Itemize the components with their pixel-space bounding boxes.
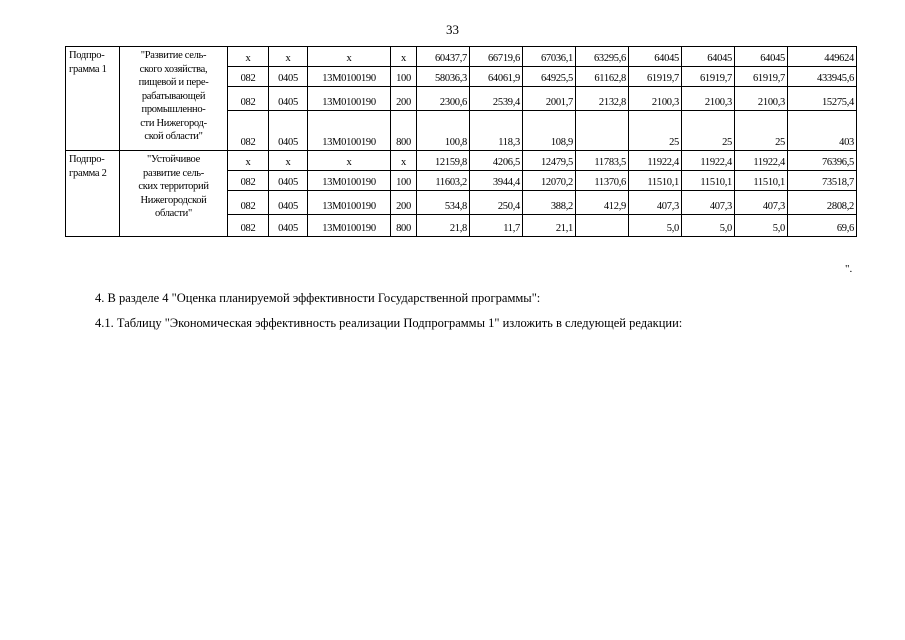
code-cell: x	[391, 151, 417, 171]
code-cell: 082	[228, 111, 269, 151]
value-cell: 2100,3	[629, 87, 682, 111]
code-cell: 800	[391, 111, 417, 151]
value-cell: 2132,8	[576, 87, 629, 111]
value-cell: 433945,6	[788, 67, 857, 87]
value-cell: 12159,8	[417, 151, 470, 171]
value-cell: 407,3	[735, 191, 788, 215]
value-cell: 3944,4	[470, 171, 523, 191]
value-cell: 60437,7	[417, 47, 470, 67]
code-cell: 13М0100190	[308, 171, 391, 191]
value-cell: 21,8	[417, 215, 470, 237]
paragraph-section-4: 4. В разделе 4 "Оценка планируемой эффективности Государственной программы":	[95, 291, 541, 305]
value-cell: 2001,7	[523, 87, 576, 111]
code-cell: x	[391, 47, 417, 67]
value-cell: 5,0	[682, 215, 735, 237]
subprogram-label: Подпро- грамма 2	[66, 151, 120, 237]
value-cell: 76396,5	[788, 151, 857, 171]
value-cell: 58036,3	[417, 67, 470, 87]
value-cell: 11922,4	[682, 151, 735, 171]
value-cell: 64045	[629, 47, 682, 67]
value-cell: 21,1	[523, 215, 576, 237]
code-cell: x	[269, 151, 308, 171]
value-cell: 12479,5	[523, 151, 576, 171]
value-cell: 64045	[735, 47, 788, 67]
code-cell: 200	[391, 191, 417, 215]
value-cell: 67036,1	[523, 47, 576, 67]
code-cell: x	[308, 47, 391, 67]
value-cell: 2100,3	[682, 87, 735, 111]
table-row	[66, 151, 857, 171]
value-cell: 449624	[788, 47, 857, 67]
code-cell: 0405	[269, 191, 308, 215]
value-cell: 25	[682, 111, 735, 151]
subprogram-name: "Устойчивое развитие сель- ских территорий Нижегородской области"	[120, 151, 228, 237]
value-cell: 63295,6	[576, 47, 629, 67]
table-body	[66, 47, 857, 237]
value-cell: 2808,2	[788, 191, 857, 215]
value-cell: 11,7	[470, 215, 523, 237]
code-cell: 0405	[269, 215, 308, 237]
code-cell: 082	[228, 87, 269, 111]
value-cell: 108,9	[523, 111, 576, 151]
value-cell: 64061,9	[470, 67, 523, 87]
value-cell: 11922,4	[629, 151, 682, 171]
code-cell: 0405	[269, 67, 308, 87]
value-cell: 2100,3	[735, 87, 788, 111]
code-cell: 082	[228, 191, 269, 215]
value-cell: 15275,4	[788, 87, 857, 111]
code-cell: 0405	[269, 87, 308, 111]
value-cell: 534,8	[417, 191, 470, 215]
code-cell: x	[228, 47, 269, 67]
value-cell: 25	[629, 111, 682, 151]
value-cell: 11370,6	[576, 171, 629, 191]
code-cell: 082	[228, 67, 269, 87]
value-cell: 118,3	[470, 111, 523, 151]
closing-quote: ".	[845, 263, 853, 275]
code-cell: 0405	[269, 171, 308, 191]
value-cell: 11603,2	[417, 171, 470, 191]
code-cell: 100	[391, 67, 417, 87]
code-cell: x	[228, 151, 269, 171]
code-cell: 100	[391, 171, 417, 191]
table-row	[66, 47, 857, 67]
value-cell: 61919,7	[682, 67, 735, 87]
code-cell: 082	[228, 171, 269, 191]
code-cell: 200	[391, 87, 417, 111]
code-cell: 13М0100190	[308, 215, 391, 237]
value-cell: 11922,4	[735, 151, 788, 171]
code-cell: 13М0100190	[308, 67, 391, 87]
value-cell: 69,6	[788, 215, 857, 237]
value-cell: 5,0	[629, 215, 682, 237]
value-cell: 11510,1	[735, 171, 788, 191]
page-number: 33	[446, 22, 459, 37]
value-cell: 64045	[682, 47, 735, 67]
code-cell: 082	[228, 215, 269, 237]
value-cell	[576, 215, 629, 237]
subprogram-name: "Развитие сель- ского хозяйства, пищевой и пере- рабатывающей промышленно- сти Нижегород- ской области"	[120, 47, 228, 151]
value-cell: 2300,6	[417, 87, 470, 111]
value-cell: 61919,7	[735, 67, 788, 87]
value-cell: 66719,6	[470, 47, 523, 67]
code-cell: 13М0100190	[308, 87, 391, 111]
value-cell: 73518,7	[788, 171, 857, 191]
value-cell	[576, 111, 629, 151]
value-cell: 2539,4	[470, 87, 523, 111]
code-cell: 13М0100190	[308, 191, 391, 215]
value-cell: 11510,1	[629, 171, 682, 191]
code-cell: 0405	[269, 111, 308, 151]
value-cell: 407,3	[682, 191, 735, 215]
value-cell: 250,4	[470, 191, 523, 215]
value-cell: 25	[735, 111, 788, 151]
value-cell: 64925,5	[523, 67, 576, 87]
value-cell: 11510,1	[682, 171, 735, 191]
value-cell: 61919,7	[629, 67, 682, 87]
value-cell: 12070,2	[523, 171, 576, 191]
value-cell: 4206,5	[470, 151, 523, 171]
value-cell: 403	[788, 111, 857, 151]
value-cell: 407,3	[629, 191, 682, 215]
value-cell: 388,2	[523, 191, 576, 215]
value-cell: 412,9	[576, 191, 629, 215]
paragraph-section-4-1: 4.1. Таблицу "Экономическая эффективность реализации Подпрограммы 1" изложить в следующей редакции:	[95, 316, 683, 330]
budget-table	[65, 46, 857, 237]
value-cell: 11783,5	[576, 151, 629, 171]
code-cell: 800	[391, 215, 417, 237]
subprogram-label: Подпро- грамма 1	[66, 47, 120, 151]
code-cell: x	[269, 47, 308, 67]
value-cell: 5,0	[735, 215, 788, 237]
code-cell: 13М0100190	[308, 111, 391, 151]
value-cell: 100,8	[417, 111, 470, 151]
code-cell: x	[308, 151, 391, 171]
value-cell: 61162,8	[576, 67, 629, 87]
